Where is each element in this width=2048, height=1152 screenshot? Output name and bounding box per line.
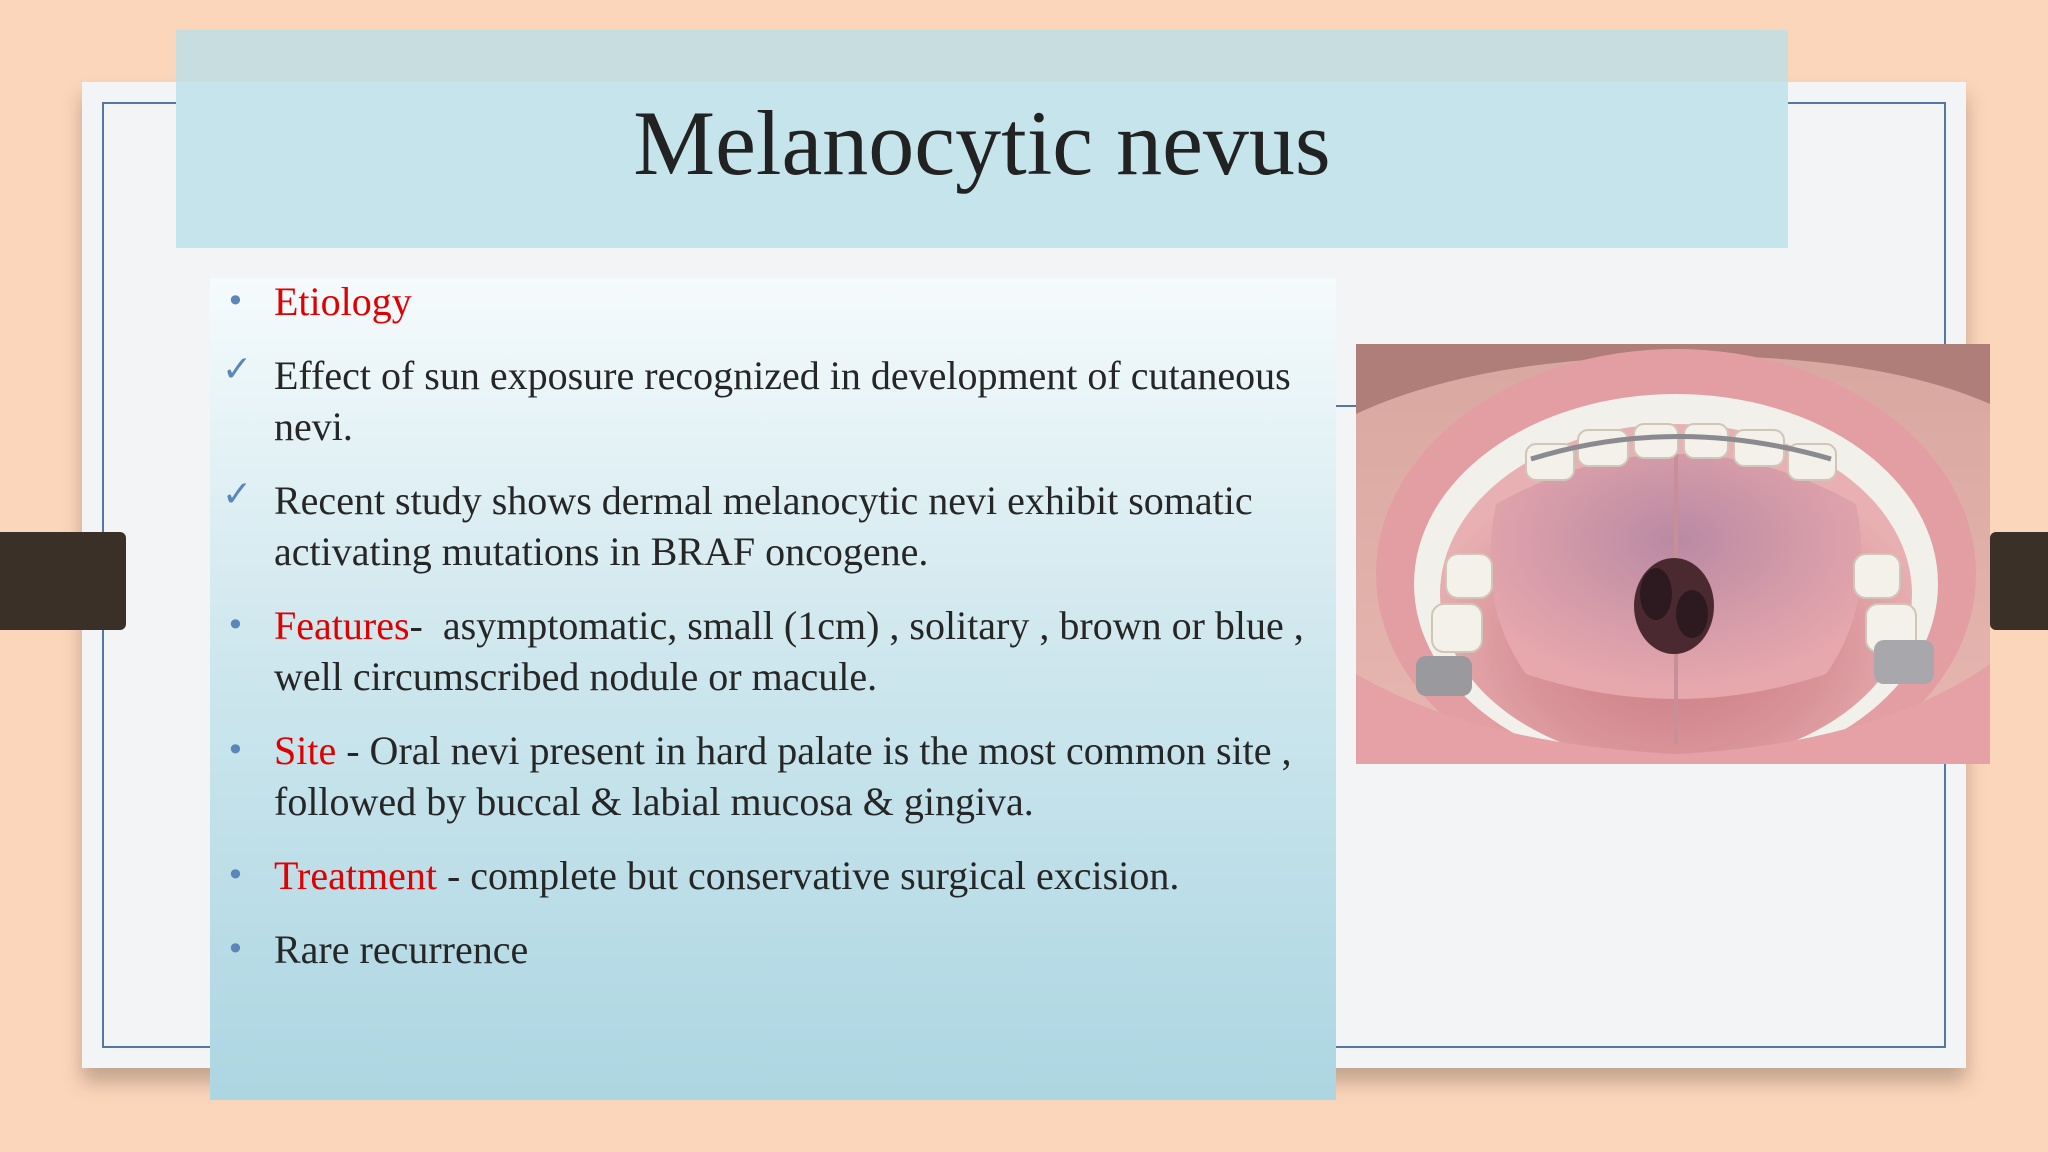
- item-text: Rare recurrence: [274, 927, 529, 972]
- item-text: - asymptomatic, small (1cm) , solitary , brown or blue , well circumscribed nodule or macule.: [274, 603, 1314, 699]
- item-text: Recent study shows dermal melanocytic nevi exhibit somatic activating mutations in BRAF oncogene.: [274, 478, 1253, 574]
- checkmark-icon: ✓: [222, 474, 253, 515]
- item-text: - Oral nevi present in hard palate is the most common site , followed by buccal & labial mucosa & gingiva.: [274, 728, 1302, 824]
- item-text: Effect of sun exposure recognized in development of cutaneous nevi.: [274, 353, 1291, 449]
- bullet-icon: •: [226, 731, 245, 769]
- list-item-braf: [222, 475, 1342, 577]
- list-item-etiology: [222, 276, 1342, 327]
- checkmark-icon: ✓: [222, 349, 253, 390]
- oral-photo-icon: [1356, 344, 1990, 764]
- body-list: [222, 276, 1342, 998]
- right-side-tab: [1990, 532, 2048, 630]
- bullet-icon: •: [226, 930, 245, 968]
- list-item-site: [222, 725, 1342, 827]
- bullet-icon: •: [226, 606, 245, 644]
- bullet-icon: •: [226, 282, 245, 320]
- item-heading: Treatment: [274, 853, 437, 898]
- slide-title: Melanocytic nevus: [633, 92, 1331, 194]
- left-side-tab: [0, 532, 126, 630]
- bullet-icon: •: [226, 856, 245, 894]
- item-heading: Features: [274, 603, 410, 648]
- item-heading: Site: [274, 728, 337, 773]
- item-heading: Etiology: [274, 279, 412, 324]
- frame-connector-line: [1336, 405, 1356, 407]
- list-item-features: [222, 600, 1342, 702]
- list-item-recurrence: [222, 924, 1342, 975]
- list-item-treatment: [222, 850, 1342, 901]
- item-text: - complete but conservative surgical excision.: [436, 853, 1180, 898]
- list-item-sun-exposure: [222, 350, 1342, 452]
